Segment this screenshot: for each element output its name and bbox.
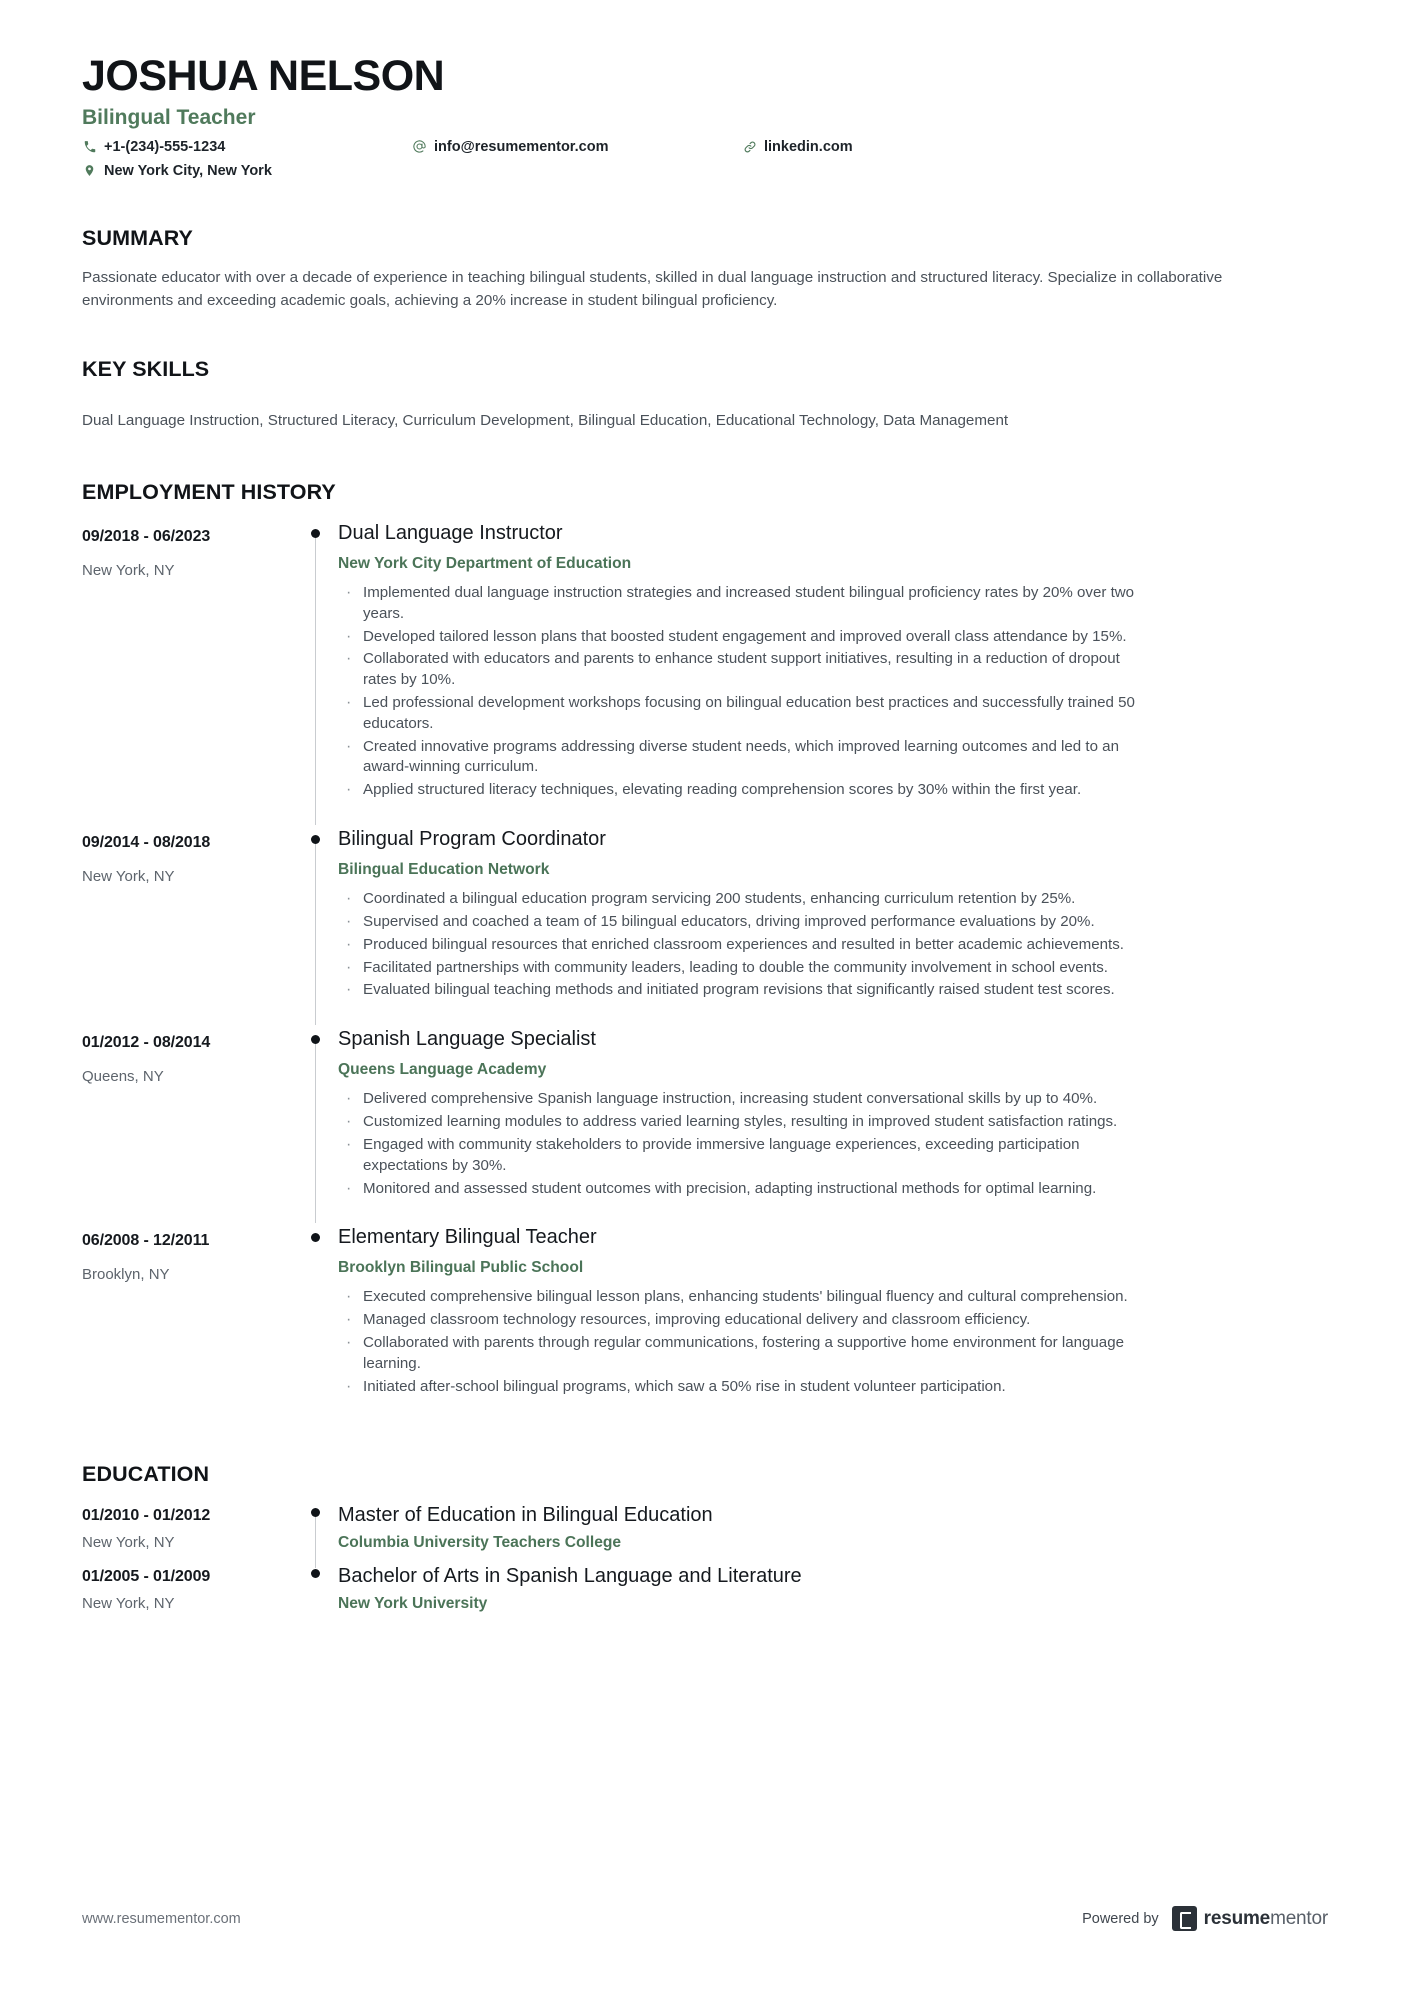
entry-location: Brooklyn, NY: [82, 1266, 170, 1284]
entry-location: New York, NY: [82, 1533, 175, 1551]
timeline-rail: [292, 519, 338, 825]
entry-location: New York, NY: [82, 561, 175, 579]
entry-bullet: · Created innovative programs addressing diverse student needs, which improved learning outcomes and led to an award-winning curriculum.: [338, 737, 1138, 779]
resume-header: [82, 52, 1328, 187]
entry-content: [338, 1025, 1328, 1223]
education-entry-list: [82, 1501, 1328, 1623]
wordmark-bold: resume: [1203, 1907, 1271, 1929]
entry-bullet-list: [338, 583, 1328, 801]
timeline-line: [315, 844, 316, 1025]
entry-location: Queens, NY: [82, 1068, 164, 1086]
entry-degree: Master of Education in Bilingual Education: [338, 1503, 713, 1526]
contact-row-primary: [82, 139, 1328, 163]
entry-bullet: · Engaged with community stakeholders to provide immersive language experiences, exceeding participation expectations by 30%.: [338, 1135, 1138, 1177]
timeline-rail: [292, 825, 338, 1025]
entry-meta: [82, 1223, 292, 1421]
entry-job-title: Elementary Bilingual Teacher: [338, 1226, 597, 1249]
entry-bullet: · Facilitated partnerships with community leaders, leading to double the community involvement in school events.: [338, 958, 1138, 979]
email-at-icon: [412, 139, 427, 154]
entry-bullet: · Applied structured literacy techniques, elevating reading comprehension scores by 30% within the first year.: [338, 780, 1138, 801]
footer-website[interactable]: www.resumementor.com: [82, 1910, 241, 1927]
resumementor-mark-icon: [1172, 1906, 1197, 1931]
entry-degree: Bachelor of Arts in Spanish Language and Literature: [338, 1564, 802, 1587]
timeline-rail: [292, 1562, 338, 1623]
entry-bullet: · Initiated after-school bilingual programs, which saw a 50% rise in student volunteer participation.: [338, 1377, 1138, 1398]
entry-meta: [82, 1562, 292, 1623]
entry-bullet: · Supervised and coached a team of 15 bilingual educators, driving improved performance evaluations by 20%.: [338, 912, 1138, 933]
entry-bullet: · Collaborated with parents through regular communications, fostering a supportive home environment for language learning.: [338, 1333, 1138, 1375]
contact-location-text: New York City, New York: [104, 162, 272, 179]
entry-bullet-list: [338, 889, 1328, 1001]
entry-organization: Queens Language Academy: [338, 1061, 547, 1079]
entry-meta: [82, 825, 292, 1025]
entry-meta: [82, 1501, 292, 1562]
entry-bullet: · Evaluated bilingual teaching methods and initiated program revisions that significantly raised student test scores.: [338, 980, 1138, 1001]
entry-organization: Brooklyn Bilingual Public School: [338, 1259, 584, 1277]
wordmark-light: mentor: [1270, 1907, 1328, 1929]
entry-bullet: · Customized learning modules to address varied learning styles, resulting in improved student satisfaction ratings.: [338, 1112, 1138, 1133]
entry-institution: Columbia University Teachers College: [338, 1533, 622, 1551]
entry-content: [338, 1501, 1328, 1562]
summary-section: [82, 226, 1328, 312]
entry-meta: [82, 519, 292, 825]
employment-entry: [82, 1223, 1328, 1421]
timeline-dot: [311, 1035, 320, 1044]
timeline-dot: [311, 835, 320, 844]
entry-content: [338, 1562, 1328, 1623]
timeline-dot: [311, 529, 320, 538]
entry-bullet: · Led professional development workshops focusing on bilingual education best practices and successfully trained 50 educators.: [338, 693, 1138, 735]
entry-bullet: · Managed classroom technology resources, improving educational delivery and classroom efficiency.: [338, 1310, 1138, 1331]
contact-linkedin[interactable]: [742, 139, 853, 154]
contact-email-text: info@resumementor.com: [434, 138, 609, 155]
page-footer: [82, 1906, 1328, 1931]
entry-bullet: · Implemented dual language instruction strategies and increased student bilingual proficiency rates by 20% over two years.: [338, 583, 1138, 625]
entry-dates: 09/2018 - 06/2023: [82, 527, 211, 545]
summary-text: Passionate educator with over a decade of experience in teaching bilingual students, skilled in dual language instruction and structured literacy. Specialize in collaborative environments and exceeding academic goals, achieving a 20% increase in student bilingual proficiency.: [82, 269, 1223, 309]
entry-institution: New York University: [338, 1594, 488, 1612]
entry-organization: New York City Department of Education: [338, 554, 632, 572]
education-entry: [82, 1562, 1328, 1623]
contact-details: [82, 139, 1328, 187]
entry-job-title: Dual Language Instructor: [338, 521, 563, 544]
entry-bullet: · Executed comprehensive bilingual lesson plans, enhancing students' bilingual fluency and cultural comprehension.: [338, 1287, 1138, 1308]
employment-entry-list: [82, 519, 1328, 1422]
entry-dates: 06/2008 - 12/2011: [82, 1232, 210, 1250]
education-section: [82, 1462, 1328, 1623]
skills-title: KEY SKILLS: [82, 357, 210, 382]
entry-bullet: · Coordinated a bilingual education program servicing 200 students, enhancing curriculum retention by 25%.: [338, 889, 1138, 910]
entry-content: [338, 519, 1328, 825]
contact-row-secondary: [82, 163, 1328, 187]
entry-content: [338, 825, 1328, 1025]
timeline-rail: [292, 1025, 338, 1223]
phone-icon: [82, 139, 97, 154]
timeline-line: [315, 538, 316, 825]
candidate-headline: Bilingual Teacher: [82, 106, 256, 130]
contact-phone[interactable]: [82, 139, 412, 154]
entry-dates: 09/2014 - 08/2018: [82, 834, 211, 852]
entry-bullet: · Produced bilingual resources that enriched classroom experiences and resulted in better academic achievements.: [338, 935, 1138, 956]
resumementor-wordmark: [1204, 1908, 1328, 1930]
timeline-rail: [292, 1223, 338, 1421]
powered-by-label: Powered by: [1082, 1910, 1159, 1927]
location-pin-icon: [82, 163, 97, 178]
entry-bullet: · Delivered comprehensive Spanish language instruction, increasing student conversational skills by up to 40%.: [338, 1089, 1138, 1110]
contact-linkedin-text: linkedin.com: [764, 138, 853, 155]
entry-job-title: Spanish Language Specialist: [338, 1028, 596, 1051]
entry-organization: Bilingual Education Network: [338, 861, 550, 879]
education-entry: [82, 1501, 1328, 1562]
entry-dates: 01/2010 - 01/2012: [82, 1506, 211, 1524]
employment-entry: [82, 1025, 1328, 1223]
entry-content: [338, 1223, 1328, 1421]
contact-email[interactable]: [412, 139, 742, 154]
timeline-dot: [311, 1508, 320, 1517]
entry-meta: [82, 1025, 292, 1223]
timeline-dot: [311, 1569, 320, 1578]
timeline-rail: [292, 1501, 338, 1562]
timeline-line: [315, 1044, 316, 1223]
skills-text: Dual Language Instruction, Structured Literacy, Curriculum Development, Bilingual Education, Educational Technology, Data Management: [82, 412, 1009, 430]
timeline-dot: [311, 1233, 320, 1242]
contact-phone-text: +1-(234)-555-1234: [104, 138, 226, 155]
entry-location: New York, NY: [82, 868, 175, 886]
employment-entry: [82, 825, 1328, 1025]
entry-dates: 01/2005 - 01/2009: [82, 1567, 211, 1585]
entry-bullet: · Monitored and assessed student outcomes with precision, adapting instructional methods for optimal learning.: [338, 1179, 1138, 1200]
entry-dates: 01/2012 - 08/2014: [82, 1034, 211, 1052]
entry-bullet: · Developed tailored lesson plans that boosted student engagement and improved overall class attendance by 15%.: [338, 627, 1138, 648]
education-title: EDUCATION: [82, 1461, 210, 1486]
footer-branding: [1082, 1906, 1328, 1931]
summary-title: SUMMARY: [82, 226, 193, 251]
entry-bullet: · Collaborated with educators and parents to enhance student support initiatives, resulting in a reduction of dropout rates by 10%.: [338, 649, 1138, 691]
employment-section: [82, 480, 1328, 1422]
timeline-line: [315, 1517, 316, 1568]
contact-location: [82, 163, 412, 178]
employment-title: EMPLOYMENT HISTORY: [82, 479, 336, 504]
entry-bullet-list: [338, 1287, 1328, 1397]
link-icon: [742, 139, 757, 154]
entry-job-title: Bilingual Program Coordinator: [338, 828, 606, 851]
resumementor-logo[interactable]: [1172, 1906, 1328, 1931]
entry-bullet-list: [338, 1089, 1328, 1199]
entry-location: New York, NY: [82, 1594, 175, 1612]
skills-section: [82, 357, 1328, 433]
employment-entry: [82, 519, 1328, 825]
candidate-name: JOSHUA NELSON: [82, 52, 445, 100]
